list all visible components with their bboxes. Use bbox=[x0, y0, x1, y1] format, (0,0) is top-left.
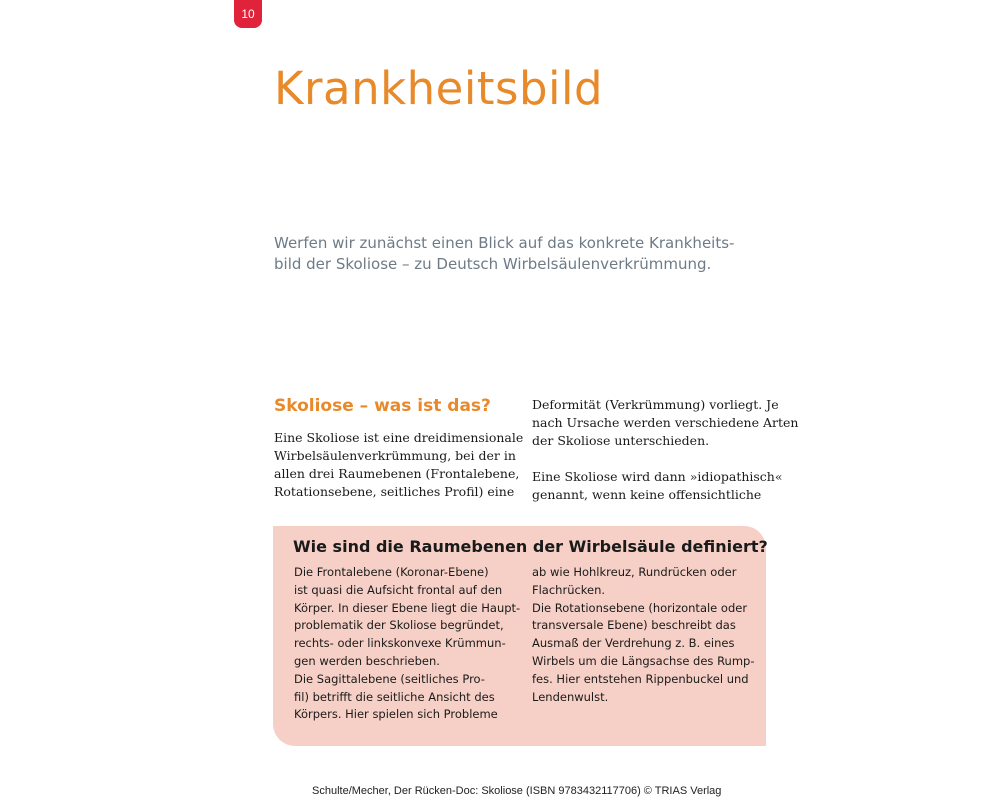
body-line: Eine Skoliose wird dann »idiopathisch« bbox=[532, 469, 783, 484]
info-box-column-right bbox=[532, 564, 754, 706]
info-line: fil) betrifft die seitliche Ansicht des bbox=[294, 689, 495, 704]
intro-line: Werfen wir zunächst einen Blick auf das konkrete Krankheits- bbox=[274, 234, 735, 252]
info-line: Die Sagittalebene (seitliches Pro- bbox=[294, 671, 485, 686]
body-line: allen drei Raumebenen (Frontalebene, bbox=[274, 466, 520, 481]
body-line: der Skoliose unterschieden. bbox=[532, 433, 710, 448]
page-title: Krankheitsbild bbox=[274, 62, 604, 115]
info-line: gen werden beschrieben. bbox=[294, 653, 440, 668]
section-heading: Skoliose – was ist das? bbox=[274, 396, 491, 416]
info-line: Ausmaß der Verdrehung z. B. eines bbox=[532, 636, 735, 651]
info-line: Körpers. Hier spielen sich Probleme bbox=[294, 707, 498, 722]
info-box-heading: Wie sind die Raumebenen der Wirbelsäule definiert? bbox=[293, 537, 768, 556]
info-line: rechts- oder linkskonvexe Krümmun- bbox=[294, 636, 506, 651]
info-line: Körper. In dieser Ebene liegt die Haupt- bbox=[294, 600, 521, 615]
info-line: problematik der Skoliose begründet, bbox=[294, 618, 504, 633]
body-line: nach Ursache werden verschiedene Arten bbox=[532, 415, 799, 430]
info-box-column-left bbox=[294, 564, 520, 724]
footer-citation: Schulte/Mecher, Der Rücken-Doc: Skoliose (ISBN 9783432117706) © TRIAS Verlag bbox=[312, 785, 722, 797]
body-column-left bbox=[274, 395, 524, 501]
info-line: Die Frontalebene (Koronar-Ebene) bbox=[294, 565, 489, 579]
info-box bbox=[273, 526, 766, 746]
info-line: Wirbels um die Längsachse des Rump- bbox=[532, 653, 755, 668]
info-line: Die Rotationsebene (horizontale oder bbox=[532, 600, 748, 615]
intro-paragraph bbox=[274, 233, 744, 275]
info-line: Flachrücken. bbox=[532, 582, 606, 597]
info-line: Lendenwulst. bbox=[532, 689, 609, 704]
info-line: fes. Hier entstehen Rippenbuckel und bbox=[532, 671, 749, 686]
paragraph-gap bbox=[532, 450, 772, 468]
page-number-badge: 10 bbox=[234, 0, 262, 28]
body-column-right bbox=[532, 396, 799, 504]
body-line: Eine Skoliose ist eine dreidimensionale bbox=[274, 430, 524, 445]
intro-line: bild der Skoliose – zu Deutsch Wirbelsäulenverkrümmung. bbox=[274, 255, 712, 273]
info-line: ist quasi die Aufsicht frontal auf den bbox=[294, 582, 503, 597]
info-line: ab wie Hohlkreuz, Rundrücken oder bbox=[532, 565, 737, 579]
body-line: genannt, wenn keine offensichtliche bbox=[532, 487, 762, 502]
info-line: transversale Ebene) beschreibt das bbox=[532, 618, 736, 633]
body-line: Deformität (Verkrümmung) vorliegt. Je bbox=[532, 397, 779, 412]
body-line: Wirbelsäulenverkrümmung, bei der in bbox=[274, 448, 516, 463]
body-line: Rotationsebene, seitliches Profil) eine bbox=[274, 484, 515, 499]
